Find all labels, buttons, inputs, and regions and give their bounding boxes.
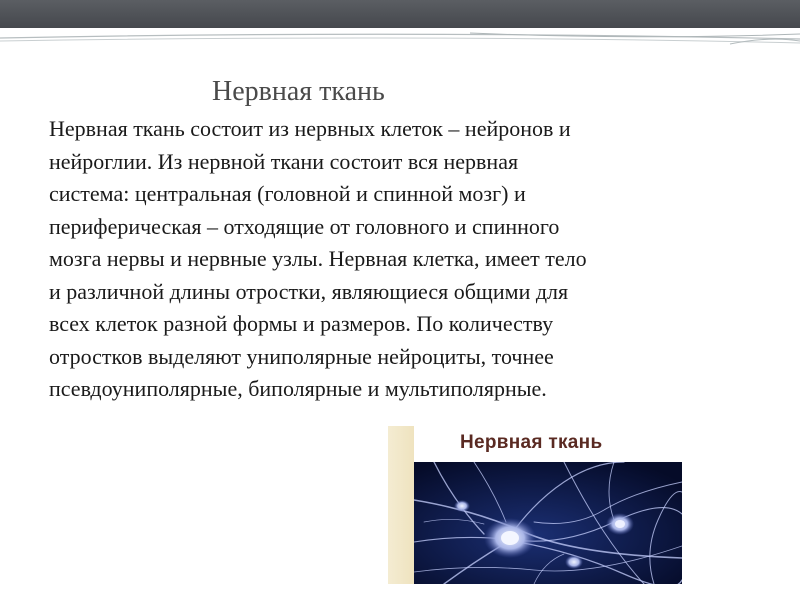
- body-text: [49, 113, 749, 406]
- slide-title: Нервная ткань: [212, 76, 385, 107]
- body-line: и различной длины отростки, являющиеся общими для: [49, 278, 569, 304]
- body-line: всех клеток разной формы и размеров. По количеству: [49, 311, 554, 336]
- body-line: периферическая – отходящие от головного и спинного: [49, 213, 560, 239]
- figure-strip: [388, 426, 414, 584]
- neurons-photo-icon: [414, 462, 682, 584]
- nerve-tissue-figure: [388, 426, 694, 584]
- body-line: псевдоуниполярные, биполярные и мультиполярные.: [49, 376, 547, 401]
- body-line: отростков выделяют униполярные нейроциты, точнее: [49, 343, 554, 369]
- body-line: Нервная ткань состоит из нервных клеток – нейронов и: [49, 116, 571, 141]
- top-bar: [0, 0, 800, 28]
- decorative-lines: [0, 28, 800, 50]
- body-line: система: центральная (головной и спинной мозг) и: [49, 181, 526, 206]
- body-line: мозга нервы и нервные узлы. Нервная клетка, имеет тело: [49, 246, 587, 271]
- figure-caption: Нервная ткань: [460, 432, 603, 453]
- body-line: нейроглии. Из нервной ткани состоит вся нервная: [49, 148, 519, 174]
